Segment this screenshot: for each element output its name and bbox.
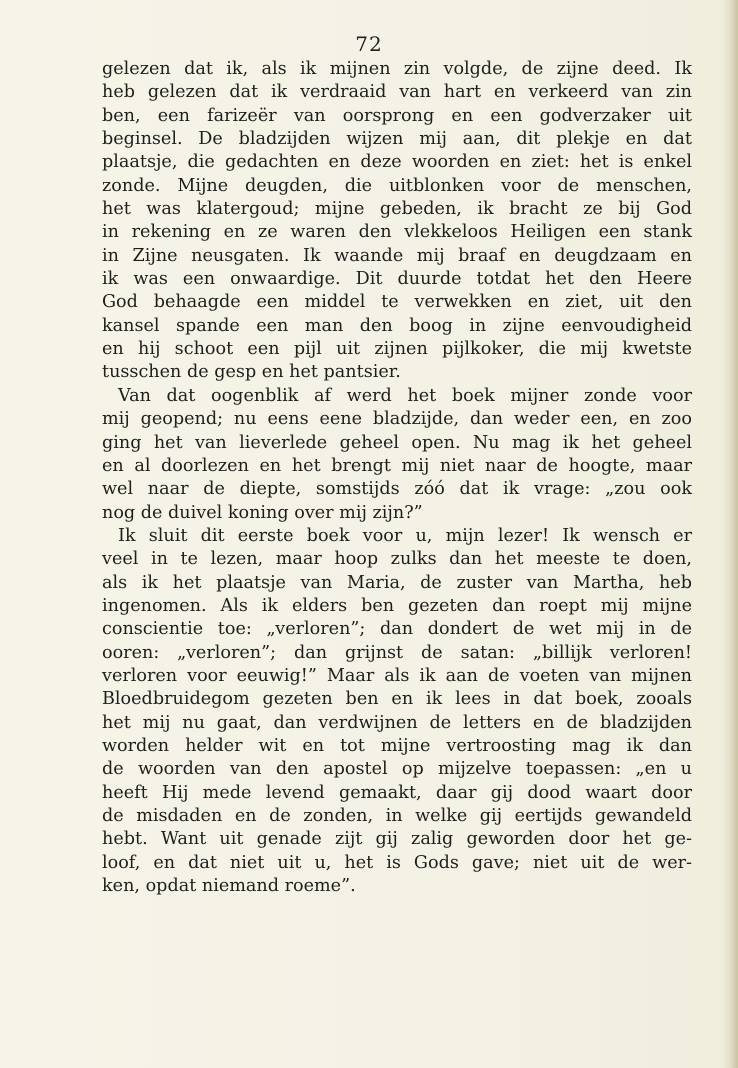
text-line: de misdaden en de zonden, in welke gij eertijds gewandeld <box>102 806 692 826</box>
text-line: Bloedbruidegom gezeten ben en ik lees in dat boek, zooals <box>102 689 692 710</box>
page-number: 72 <box>355 32 383 56</box>
text-line: mij geopend; nu eens eene bladzijde, dan weder een, en zoo <box>102 409 692 430</box>
text-line: verloren voor eeuwig!” Maar als ik aan de voeten van mijnen <box>102 665 692 686</box>
text-line: ken, opdat niemand roeme”. <box>102 876 356 897</box>
text-line: beginsel. De bladzijden wijzen mij aan, dit plekje en dat <box>102 129 692 150</box>
text-line: in rekening en ze waren den vlekkeloos Heiligen een stank <box>102 222 692 243</box>
text-line: in Zijne neusgaten. Ik waande mij braaf en deugdzaam en <box>102 245 692 266</box>
text-line: tusschen de gesp en het pantsier. <box>102 362 401 383</box>
text-line: de woorden van den apostel op mijzelve toepassen: „en u <box>102 759 692 780</box>
text-line: nog de duivel koning over mij zijn?” <box>102 502 423 523</box>
text-line: ik was een onwaardige. Dit duurde totdat het den Heere <box>102 269 692 290</box>
text-line: zonde. Mijne deugden, die uitblonken voor de menschen, <box>102 175 692 196</box>
page-edge-shadow <box>722 0 738 1068</box>
text-line: conscientie toe: „verloren”; dan dondert de wet mij in de <box>102 619 692 640</box>
text-line: Van dat oogenblik af werd het boek mijner zonde voor <box>118 385 692 406</box>
text-line: ging het van lieverlede geheel open. Nu mag ik het geheel <box>102 432 692 453</box>
text-line: gelezen dat ik, als ik mijnen zin volgde, de zijne deed. Ik <box>102 59 692 79</box>
text-line: Ik sluit dit eerste boek voor u, mijn lezer! Ik wensch er <box>118 525 692 546</box>
text-line: als ik het plaatsje van Maria, de zuster van Martha, heb <box>102 572 692 593</box>
text-line: heeft Hij mede levend gemaakt, daar gij dood waart door <box>102 782 692 803</box>
text-line: wel naar de diepte, somstijds zóó dat ik vrage: „zou ook <box>102 479 692 500</box>
text-line: ingenomen. Als ik elders ben gezeten dan roept mij mijne <box>102 595 692 616</box>
text-line: worden helder wit en tot mijne vertroosting mag ik dan <box>102 735 692 756</box>
text-line: God behaagde een middel te verwekken en ziet, uit den <box>102 292 692 313</box>
text-line: kansel spande een man den boog in zijne eenvoudigheid <box>102 315 692 336</box>
text-line: heb gelezen dat ik verdraaid van hart en verkeerd van zin <box>102 82 692 103</box>
text-line: plaatsje, die gedachten en deze woorden en ziet: het is enkel <box>102 152 692 173</box>
text-line: ooren: „verloren”; dan grijnst de satan: „billijk verloren! <box>102 642 692 663</box>
body-text <box>102 58 692 898</box>
text-line: en hij schoot een pijl uit zijnen pijlkoker, die mij kwetste <box>102 339 692 360</box>
text-line: hebt. Want uit genade zijt gij zalig geworden door het ge- <box>102 829 692 850</box>
text-line: veel in te lezen, maar hoop zulks dan het meeste te doen, <box>102 549 692 570</box>
text-line: en al doorlezen en het brengt mij niet naar de hoogte, maar <box>102 455 692 476</box>
text-line: ben, een farizeër van oorsprong en een godverzaker uit <box>102 105 692 126</box>
text-line: het was klatergoud; mijne gebeden, ik bracht ze bij God <box>102 199 692 220</box>
text-line: loof, en dat niet uit u, het is Gods gave; niet uit de wer- <box>102 852 692 873</box>
text-line: het mij nu gaat, dan verdwijnen de letters en de bladzijden <box>102 712 692 733</box>
